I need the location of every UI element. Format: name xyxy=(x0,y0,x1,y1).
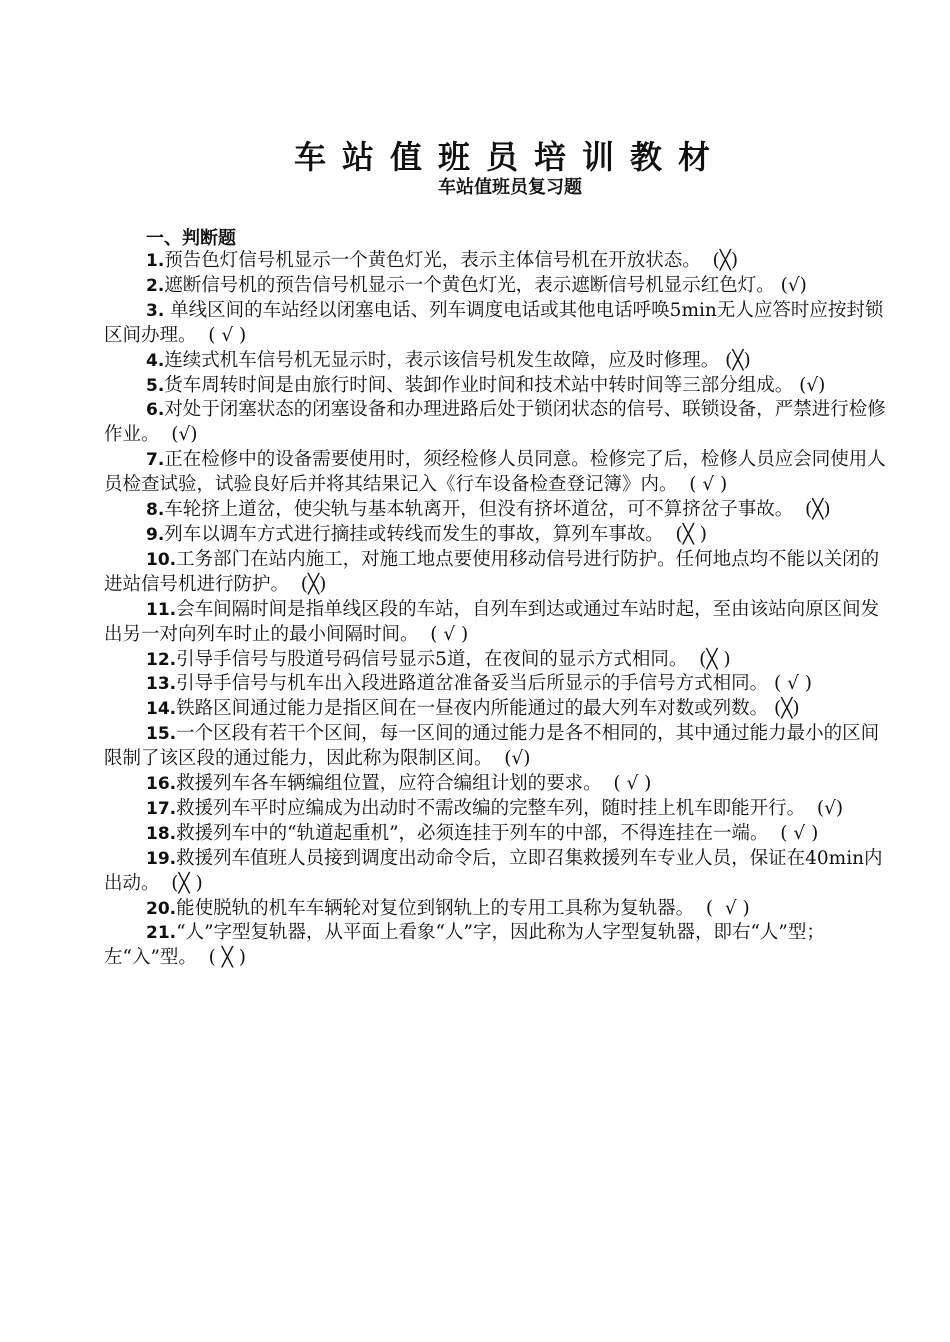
document-subtitle: 车站值班员复习题 xyxy=(438,177,582,198)
question-item xyxy=(104,299,894,349)
question-number: 16. xyxy=(146,774,177,795)
question-text: 车轮挤上道岔，使尖轨与基本轨离开，但没有挤坏道岔，可不算挤岔子事故。 (╳) xyxy=(164,499,831,521)
question-item xyxy=(104,822,894,847)
question-text: 能使脱轨的机车车辆轮对复位到钢轨上的专用工具称为复轨器。 ( √ ) xyxy=(176,897,750,919)
question-item xyxy=(104,448,894,498)
question-text: 工务部门在站内施工，对施工地点要使用移动信号进行防护。任何地点均不能以关闭的进站信号机进行防护。 (╳) xyxy=(104,548,880,595)
question-item xyxy=(104,598,894,648)
question-item xyxy=(104,772,894,797)
question-item xyxy=(104,498,894,523)
section-heading: 一、判断题 xyxy=(146,228,236,249)
question-number: 15. xyxy=(146,724,177,745)
document-title: 车站值班员培训教材 xyxy=(293,138,726,176)
question-item xyxy=(104,349,894,374)
question-number: 7. xyxy=(146,450,165,471)
question-number: 4. xyxy=(146,350,165,371)
question-item xyxy=(104,249,894,274)
question-item xyxy=(104,697,894,722)
question-number: 8. xyxy=(146,500,165,521)
question-text: 引导手信号与股道号码信号显示5道，在夜间的显示方式相同。 (╳ ) xyxy=(176,648,731,670)
question-item xyxy=(104,672,894,697)
question-number: 2. xyxy=(146,275,165,296)
question-number: 6. xyxy=(146,400,165,421)
question-number: 11. xyxy=(146,599,177,620)
question-number: 3. xyxy=(146,300,165,321)
question-item xyxy=(104,548,894,598)
question-item xyxy=(104,523,894,548)
question-item xyxy=(104,897,894,922)
question-number: 13. xyxy=(146,674,177,695)
question-text: “人”字型复轨器，从平面上看象“人”字，因此称为人字型复轨器，即右“人”型；左“入”型。 ( ╳ ) xyxy=(104,922,825,969)
question-item xyxy=(104,797,894,822)
question-number: 17. xyxy=(146,798,177,819)
question-number: 21. xyxy=(146,923,177,944)
question-item xyxy=(104,374,894,399)
question-text: 救援列车各车辆编组位置，应符合编组计划的要求。 ( √ ) xyxy=(176,773,652,795)
question-text: 预告色灯信号机显示一个黄色灯光，表示主体信号机在开放状态。 (╳) xyxy=(164,250,739,271)
question-text: 铁路区间通过能力是指区间在一昼夜内所能通过的最大列车对数或列数。 (╳) xyxy=(176,698,800,720)
question-item xyxy=(104,398,894,448)
question-text: 救援列车平时应编成为出动时不需改编的完整车列，随时挂上机车即能开行。 (√) xyxy=(176,797,844,819)
question-text: 连续式机车信号机无显示时，表示该信号机发生故障，应及时修理。 (╳) xyxy=(164,349,751,371)
question-text: 对处于闭塞状态的闭塞设备和办理进路后处于锁闭状态的信号、联锁设备，严禁进行检修作业。 (√) xyxy=(104,399,886,446)
question-item xyxy=(104,274,894,299)
question-number: 5. xyxy=(146,375,165,396)
question-text: 正在检修中的设备需要使用时，须经检修人员同意。检修完了后，检修人员应会同使用人员检查试验，试验良好后并将其结果记入《行车设备检查登记簿》内。 ( √ ) xyxy=(104,449,886,496)
question-number: 19. xyxy=(146,848,177,869)
question-number: 18. xyxy=(146,823,177,844)
question-text: 救援列车值班人员接到调度出动命令后，立即召集救援列车专业人员，保证在40min内出动。 (╳ ) xyxy=(104,847,883,894)
question-item xyxy=(104,722,894,772)
question-number: 1. xyxy=(146,251,165,271)
question-item xyxy=(104,847,894,897)
question-text: 救援列车中的“轨道起重机”，必须连挂于列车的中部，不得连挂在一端。 ( √ ) xyxy=(176,822,819,844)
question-number: 12. xyxy=(146,649,177,670)
question-number: 20. xyxy=(146,898,177,919)
question-text: 一个区段有若干个区间，每一区间的通过能力是各不相同的，其中通过能力最小的区间限制了该区段的通过能力，因此称为限制区间。 (√) xyxy=(104,723,880,770)
question-text: 引导手信号与机车出入段进路道岔准备妥当后所显示的手信号方式相同。 ( √ ) xyxy=(176,673,812,695)
question-text: 货车周转时间是由旅行时间、装卸作业时间和技术站中转时间等三部分组成。 (√) xyxy=(164,374,826,396)
question-number: 9. xyxy=(146,524,165,545)
question-number: 14. xyxy=(146,699,177,720)
question-text: 会车间隔时间是指单线区段的车站，自列车到达或通过车站时起，至由该站向原区间发出另一对向列车时止的最小间隔时间。 ( √ ) xyxy=(104,598,880,645)
question-text: 遮断信号机的预告信号机显示一个黄色灯光，表示遮断信号机显示红色灯。 (√) xyxy=(164,274,807,296)
question-text: 列车以调车方式进行摘挂或转线而发生的事故，算列车事故。 (╳ ) xyxy=(164,523,708,545)
question-item xyxy=(104,648,894,673)
question-text: 单线区间的车站经以闭塞电话、列车调度电话或其他电话呼唤5min无人应答时应按封锁区间办理。 ( √ ) xyxy=(104,299,884,346)
question-list xyxy=(104,249,894,971)
question-number: 10. xyxy=(146,549,177,570)
question-item xyxy=(104,921,894,971)
